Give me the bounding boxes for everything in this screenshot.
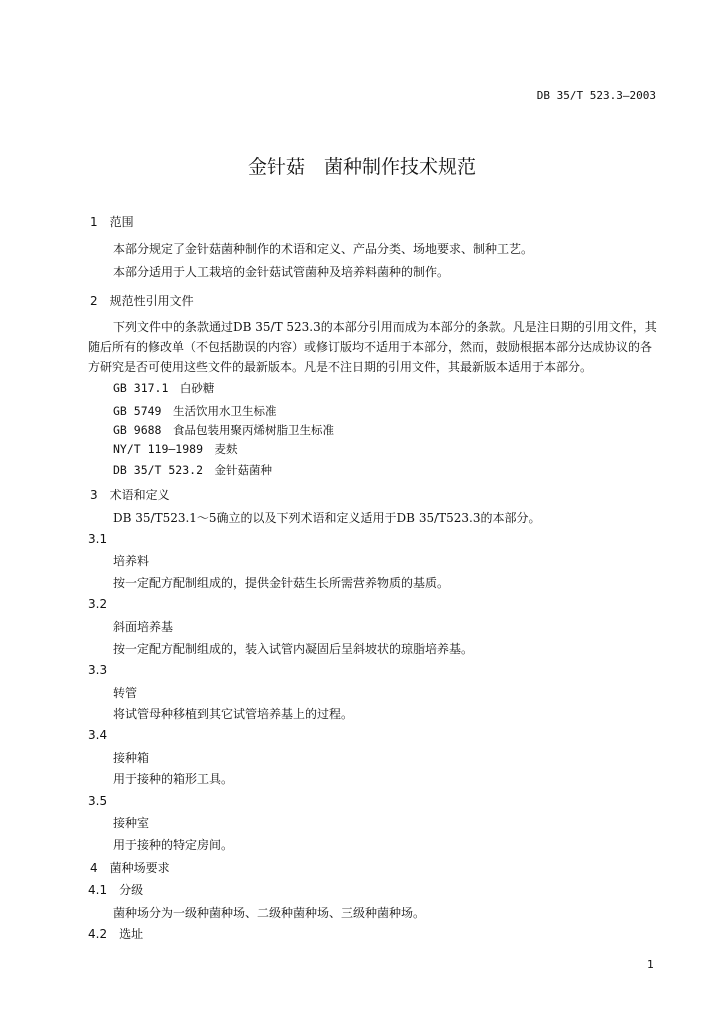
term-number: 3.3 <box>88 663 108 677</box>
term-name: 接种室 <box>113 816 150 830</box>
term-name: 转管 <box>113 686 138 700</box>
term-definition: 按一定配方配制组成的，提供金针菇生长所需营养物质的基质。 <box>113 576 450 590</box>
section-1-paragraph-1: 本部分规定了金针菇菌种制作的术语和定义、产品分类、场地要求、制种工艺。 <box>113 242 534 256</box>
term-definition: 将试管母种移植到其它试管培养基上的过程。 <box>113 707 354 721</box>
subsection-4-1-heading: 4.1 分级 <box>88 883 144 897</box>
section-1-heading: 1 范围 <box>90 215 134 229</box>
term-definition: 按一定配方配制组成的，装入试管内凝固后呈斜坡状的琼脂培养基。 <box>113 642 474 656</box>
section-3-paragraph: DB 35/T523.1～5确立的以及下列术语和定义适用于DB 35/T523.3的本部分。 <box>113 511 541 525</box>
term-name: 培养料 <box>113 554 150 568</box>
standard-number: DB 35/T 523.3—2003 <box>536 89 656 102</box>
term-name: 斜面培养基 <box>113 620 174 634</box>
reference-item: GB 5749 生活饮用水卫生标准 <box>113 404 277 418</box>
term-number: 3.5 <box>88 794 108 808</box>
subsection-4-2-heading: 4.2 选址 <box>88 927 144 941</box>
page-number: 1 <box>647 958 654 971</box>
section-3-heading: 3 术语和定义 <box>90 488 170 502</box>
section-2-heading: 2 规范性引用文件 <box>90 294 194 308</box>
term-definition: 用于接种的特定房间。 <box>113 838 234 852</box>
term-name: 接种箱 <box>113 751 150 765</box>
reference-item: GB 317.1 白砂糖 <box>113 381 215 395</box>
reference-item: DB 35/T 523.2 金针菇菌种 <box>113 463 273 477</box>
document-title: 金针菇 菌种制作技术规范 <box>247 156 476 178</box>
term-number: 3.1 <box>88 532 108 546</box>
term-definition: 用于接种的箱形工具。 <box>113 772 234 786</box>
section-4-heading: 4 菌种场要求 <box>90 861 170 875</box>
section-2-paragraph: 下列文件中的条款通过DB 35/T 523.3的本部分引用而成为本部分的条款。凡是注日期的引用文件，其随后所有的修改单（不包括勘误的内容）或修订版均不适用于本部分，然而，鼓励根据本部分达成协议的各方研究是否可使用这些文件的最新版本。凡是不注日期的引用文件，其最新版本适用于本部分。 <box>88 320 657 374</box>
reference-item: NY/T 119—1989 麦麸 <box>113 442 238 456</box>
section-1-paragraph-2: 本部分适用于人工栽培的金针菇试管菌种及培养料菌种的制作。 <box>113 265 450 279</box>
reference-item: GB 9688 食品包装用聚丙烯树脂卫生标准 <box>113 423 334 437</box>
subsection-4-1-text: 菌种场分为一级种菌种场、二级种菌种场、三级种菌种场。 <box>113 906 426 920</box>
term-number: 3.2 <box>88 597 108 611</box>
term-number: 3.4 <box>88 728 108 742</box>
